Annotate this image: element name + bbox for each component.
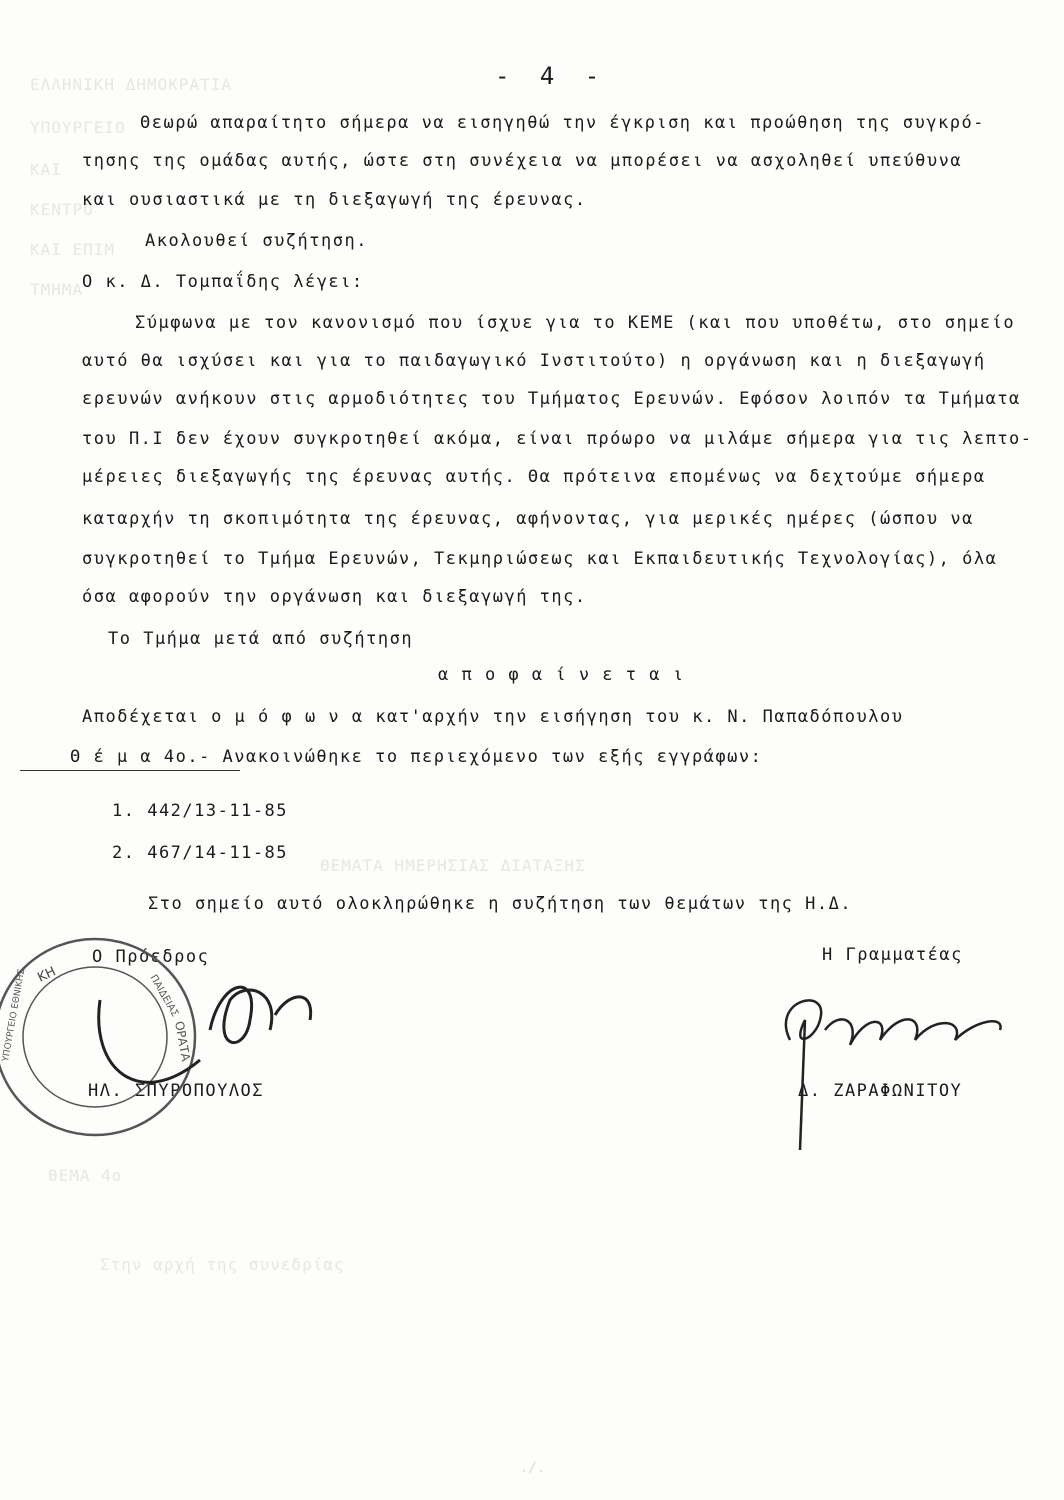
secretary-signature bbox=[730, 980, 1030, 1160]
body-line: συγκροτηθεί το Τμήμα Ερευνών, Τεκμηριώσεως και Εκπαιδευτικής Τεχνολογίας), όλα bbox=[82, 549, 998, 569]
body-line: τησης της ομάδας αυτής, ώστε στη συνέχεια να μπορέσει να ασχοληθεί υπεύθυνα bbox=[82, 151, 963, 171]
document-ref: 1. 442/13-11-85 bbox=[112, 801, 289, 821]
body-line: Ακολουθεί συζήτηση. bbox=[145, 231, 368, 251]
bleed-through: ΤΜΗΜΑ bbox=[30, 280, 84, 299]
body-line: ερευνών ανήκουν στις αρμοδιότητες του Τμήματος Ερευνών. Εφόσον λοιπόν τα Τμήματα bbox=[82, 389, 1021, 409]
decision-line: Αποδέχεται ο μ ό φ ω ν α κατ'αρχήν την εισήγηση του κ. Ν. Παπαδόπουλου bbox=[82, 707, 904, 727]
body-line: μέρειες διεξαγωγής της έρευνας αυτής. Θα πρότεινα επομένως να δεχτούμε σήμερα bbox=[82, 467, 986, 487]
body-line: αυτό θα ισχύσει και για το παιδαγωγικό Ινστιτούτο) η οργάνωση και η διεξαγωγή bbox=[82, 351, 986, 371]
svg-text:ΟΡΑΤΑ: ΟΡΑΤΑ bbox=[172, 1020, 193, 1063]
body-line: Σύμφωνα με τον κανονισμό που ίσχυε για το ΚΕΜΕ (και που υποθέτω, στο σημείο bbox=[135, 313, 1016, 333]
chairman-name: ΗΛ. ΣΠΥΡΟΠΟΥΛΟΣ bbox=[88, 1081, 265, 1101]
bleed-through: ΘΕΜΑΤΑ ΗΜΕΡΗΣΙΑΣ ΔΙΑΤΑΞΗΣ bbox=[320, 856, 586, 875]
bleed-through: ΘΕΜΑ 4ο bbox=[48, 1166, 123, 1185]
bleed-through: ΕΛΛΗΝΙΚΗ ΔΗΜΟΚΡΑΤΙΑ bbox=[30, 75, 233, 94]
bleed-through: ΚΑΙ ΕΠΙΜ bbox=[30, 240, 116, 259]
bleed-through: ΥΠΟΥΡΓΕΙΟ bbox=[30, 118, 126, 137]
svg-text:ΠΑΙΔΕΙΑΣ: ΠΑΙΔΕΙΑΣ bbox=[147, 973, 181, 1019]
closing-line: Στο σημείο αυτό ολοκληρώθηκε η συζήτηση των θεμάτων της Η.Δ. bbox=[148, 894, 853, 914]
document-ref: 2. 467/14-11-85 bbox=[112, 843, 289, 863]
body-line: Θεωρώ απαραίτητο σήμερα να εισηγηθώ την έγκριση και προώθηση της συγκρό- bbox=[140, 113, 985, 133]
speaker-line: Ο κ. Δ. Τομπαΐδης λέγει: bbox=[82, 272, 364, 292]
page-continuation-mark: ./. bbox=[520, 1460, 546, 1476]
bleed-through: Στην αρχή της συνεδρίας bbox=[100, 1255, 345, 1274]
svg-text:ΥΠΟΥΡΓΕΙΟ ΕΘΝΙΚΗΣ: ΥΠΟΥΡΓΕΙΟ ΕΘΝΙΚΗΣ bbox=[1, 968, 28, 1063]
secretary-title: Η Γραμματέας bbox=[822, 945, 963, 965]
page-number: - 4 - bbox=[495, 62, 608, 90]
bleed-through: ΚΑΙ bbox=[30, 160, 62, 179]
chairman-signature bbox=[80, 960, 340, 1090]
body-line: καταρχήν τη σκοπιμότητα της έρευνας, αφήνοντας, για μερικές ημέρες (ώσπου να bbox=[82, 509, 974, 529]
secretary-name: Δ. ΖΑΡΑΦΩΝΙΤΟΥ bbox=[798, 1081, 963, 1101]
svg-text:ΚΗ: ΚΗ bbox=[35, 964, 59, 986]
body-line: και ουσιαστικά με τη διεξαγωγή της έρευνας. bbox=[82, 190, 587, 210]
bleed-through: ΚΕΝΤΡΟ bbox=[30, 200, 94, 219]
topic-heading: Θ έ μ α 4ο.- Ανακοινώθηκε το περιεχόμενο των εξής εγγράφων: bbox=[70, 747, 763, 767]
decision-heading: α π ο φ α ί ν ε τ α ι bbox=[438, 665, 685, 685]
body-line: Το Τμήμα μετά από συζήτηση bbox=[108, 629, 414, 649]
body-line: του Π.Ι δεν έχουν συγκροτηθεί ακόμα, είναι πρόωρο να μιλάμε σήμερα για τις λεπτο- bbox=[82, 429, 1033, 449]
body-line: όσα αφορούν την οργάνωση και διεξαγωγή της. bbox=[82, 587, 587, 607]
chairman-title: Ο Πρόεδρος bbox=[92, 947, 210, 967]
topic-underline bbox=[20, 770, 240, 771]
